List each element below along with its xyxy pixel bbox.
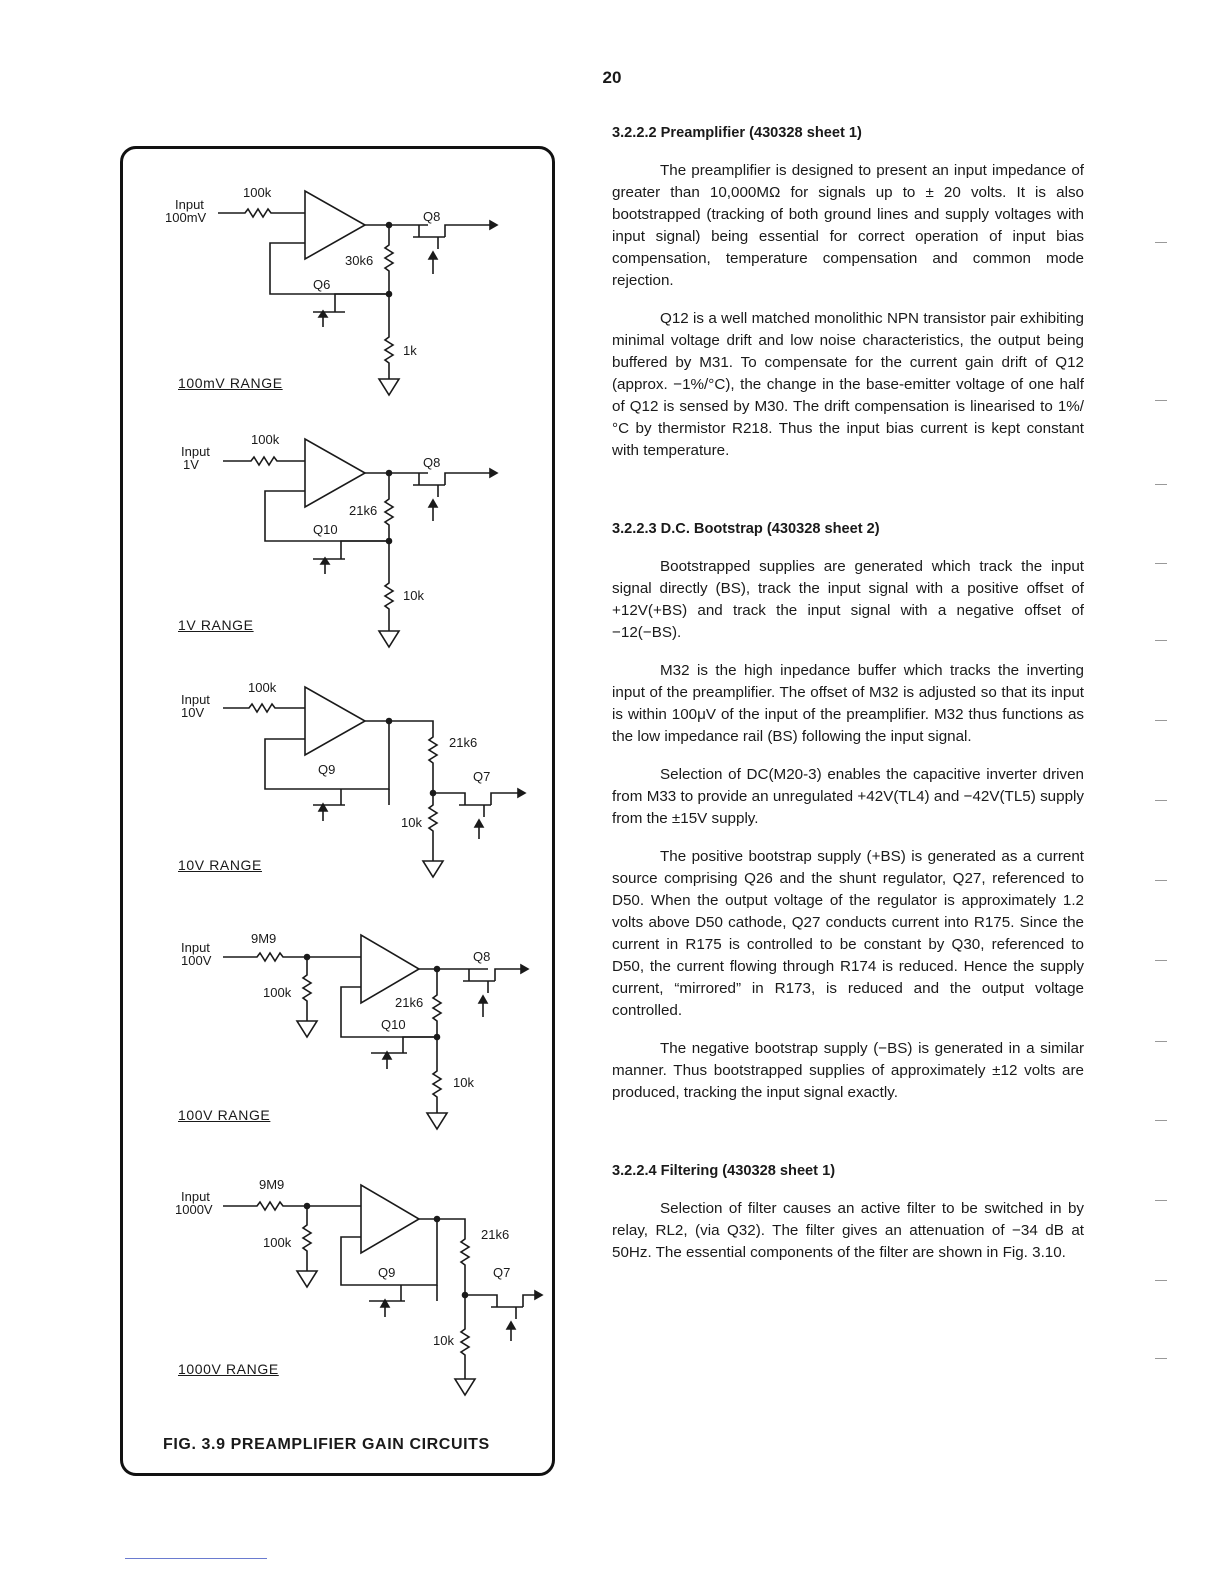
paragraph: Q12 is a well matched monolithic NPN transistor pair exhibiting minimal voltage drift and low noise characteristics, the output being buffered by M31. To compensate for the current gain drift of Q12 (approx. −1%/°C), the change in the base-emitter voltage of one half of Q12 is sensed by M30. The drift compensation is linearised to 1%/°C by thermistor R218. Thus the input bias current is kept constant with temperature. [612,310,1084,459]
svg-text:100k: 100k [251,432,280,447]
margin-mark [1155,563,1167,564]
svg-text:21k6: 21k6 [449,735,478,750]
svg-text:100V: 100V [181,953,212,968]
svg-text:10k: 10k [403,588,424,603]
ground-symbol [379,379,399,395]
paragraph: The negative bootstrap supply (−BS) is generated in a similar manner. Thus bootstrapped supplies of approximately ±12 volts are produced, tracking the input signal exactly. [612,1040,1084,1101]
paragraph: The preamplifier is designed to present an input impedance of greater than 10,000MΩ for signals up to ± 20 volts. It is also bootstrapped (tracking of both ground lines and supply voltages with input signal) being essential for correct operation of input bias compensation, temperature compensation and common mode rejection. [612,162,1084,289]
margin-mark [1155,1200,1167,1201]
feedback-transistor-label: Q6 [313,277,331,292]
svg-text:1V: 1V [183,457,199,472]
svg-text:21k6: 21k6 [395,995,424,1010]
svg-text:Q7: Q7 [493,1265,511,1280]
margin-mark [1155,960,1167,961]
range-label-1000v: 1000V RANGE [178,1361,279,1377]
svg-text:10V: 10V [181,705,205,720]
svg-text:Q8: Q8 [423,455,441,470]
margin-mark [1155,880,1167,881]
margin-mark [1155,400,1167,401]
lower-resistor [385,294,393,379]
svg-text:9M9: 9M9 [251,931,277,946]
section-heading: 3.2.2.3 D.C. Bootstrap (430328 sheet 2) [612,521,880,537]
margin-mark [1155,720,1167,721]
circuit-100v [181,931,528,1129]
opamp [305,191,365,259]
svg-text:9M9: 9M9 [259,1177,285,1192]
paragraph: The positive bootstrap supply (+BS) is generated as a current source comprising Q26 and the shunt regulator, Q27, referenced to D50. When the output voltage of the regulator is approximately 1.2 volts above D50 cathode, Q27 conducts current into R175. Since the current in R175 is controlled to be constant by Q30, referenced to D50, the current flowing through R174 is reduced. Hence the supply current, “mirrored” in R173, is reduced and the output voltage controlled. [612,848,1084,1019]
margin-mark [1155,800,1167,801]
svg-text:100k: 100k [248,680,277,695]
paragraph: Selection of DC(M20-3) enables the capacitive inverter driven from M33 to provide an unregulated +42V(TL4) and −42V(TL5) supply from the ±15V supply. [612,766,1084,827]
input-resistor-value: 100k [243,185,272,200]
svg-text:Q10: Q10 [313,522,338,537]
margin-mark [1155,242,1167,243]
svg-text:10k: 10k [433,1333,454,1348]
range-label-100mv: 100mV RANGE [178,375,283,391]
svg-text:Q9: Q9 [318,762,336,777]
margin-mark [1155,1358,1167,1359]
input-label: Input [175,197,204,212]
svg-text:21k6: 21k6 [481,1227,510,1242]
svg-text:Q7: Q7 [473,769,491,784]
svg-text:Input: Input [181,940,210,955]
svg-text:Q9: Q9 [378,1265,396,1280]
paragraph: Selection of filter causes an active filter to be switched in by relay, RL2, (via Q32). The filter gives an attenuation of −34 dB at 50Hz. The essential components of the filter are shown in Fig. 3.10. [612,1200,1084,1261]
range-label-10v: 10V RANGE [178,857,262,873]
output-transistor-label: Q8 [423,209,441,224]
paragraph: Bootstrapped supplies are generated which track the input signal directly (BS), track the input signal with a positive offset of +12V(+BS) and track the input signal with a negative offset of −12(−BS). [612,558,1084,641]
svg-text:10k: 10k [401,815,422,830]
section-heading: 3.2.2.4 Filtering (430328 sheet 1) [612,1163,836,1179]
input-resistor [218,209,305,217]
input-level: 100mV [165,210,207,225]
margin-mark [1155,1120,1167,1121]
svg-text:Input: Input [181,444,210,459]
svg-text:21k6: 21k6 [349,503,378,518]
svg-text:Q8: Q8 [473,949,491,964]
circuit-1v [181,432,497,647]
footnote-rule [125,1558,267,1559]
svg-text:Q10: Q10 [381,1017,406,1032]
figure-caption: FIG. 3.9 PREAMPLIFIER GAIN CIRCUITS [163,1436,490,1453]
lower-resistor-value: 1k [403,343,417,358]
upper-resistor [385,225,393,294]
circuit-10v [181,680,525,877]
schematic-diagram [123,149,558,1479]
circuit-100mv [165,185,497,395]
section-heading: 3.2.2.2 Preamplifier (430328 sheet 1) [612,125,862,141]
svg-text:10k: 10k [453,1075,474,1090]
svg-text:Input: Input [181,692,210,707]
range-label-100v: 100V RANGE [178,1107,271,1123]
svg-text:100k: 100k [263,1235,292,1250]
text-column [612,122,1084,1280]
margin-mark [1155,640,1167,641]
svg-text:100k: 100k [263,985,292,1000]
svg-text:Input: Input [181,1189,210,1204]
figure-frame [120,146,555,1476]
margin-mark [1155,1041,1167,1042]
margin-mark [1155,484,1167,485]
margin-mark [1155,1280,1167,1281]
page-number: 20 [602,68,622,87]
paragraph: M32 is the high inpedance buffer which tracks the inverting input of the preamplifier. The offset of M32 is adjusted so that its input is within 100μV of the input of the preamplifier. M32 thus functions as the low impedance rail (BS) following the input signal. [612,662,1084,745]
range-label-1v: 1V RANGE [178,617,254,633]
svg-text:1000V: 1000V [175,1202,213,1217]
upper-resistor-value: 30k6 [345,253,374,268]
